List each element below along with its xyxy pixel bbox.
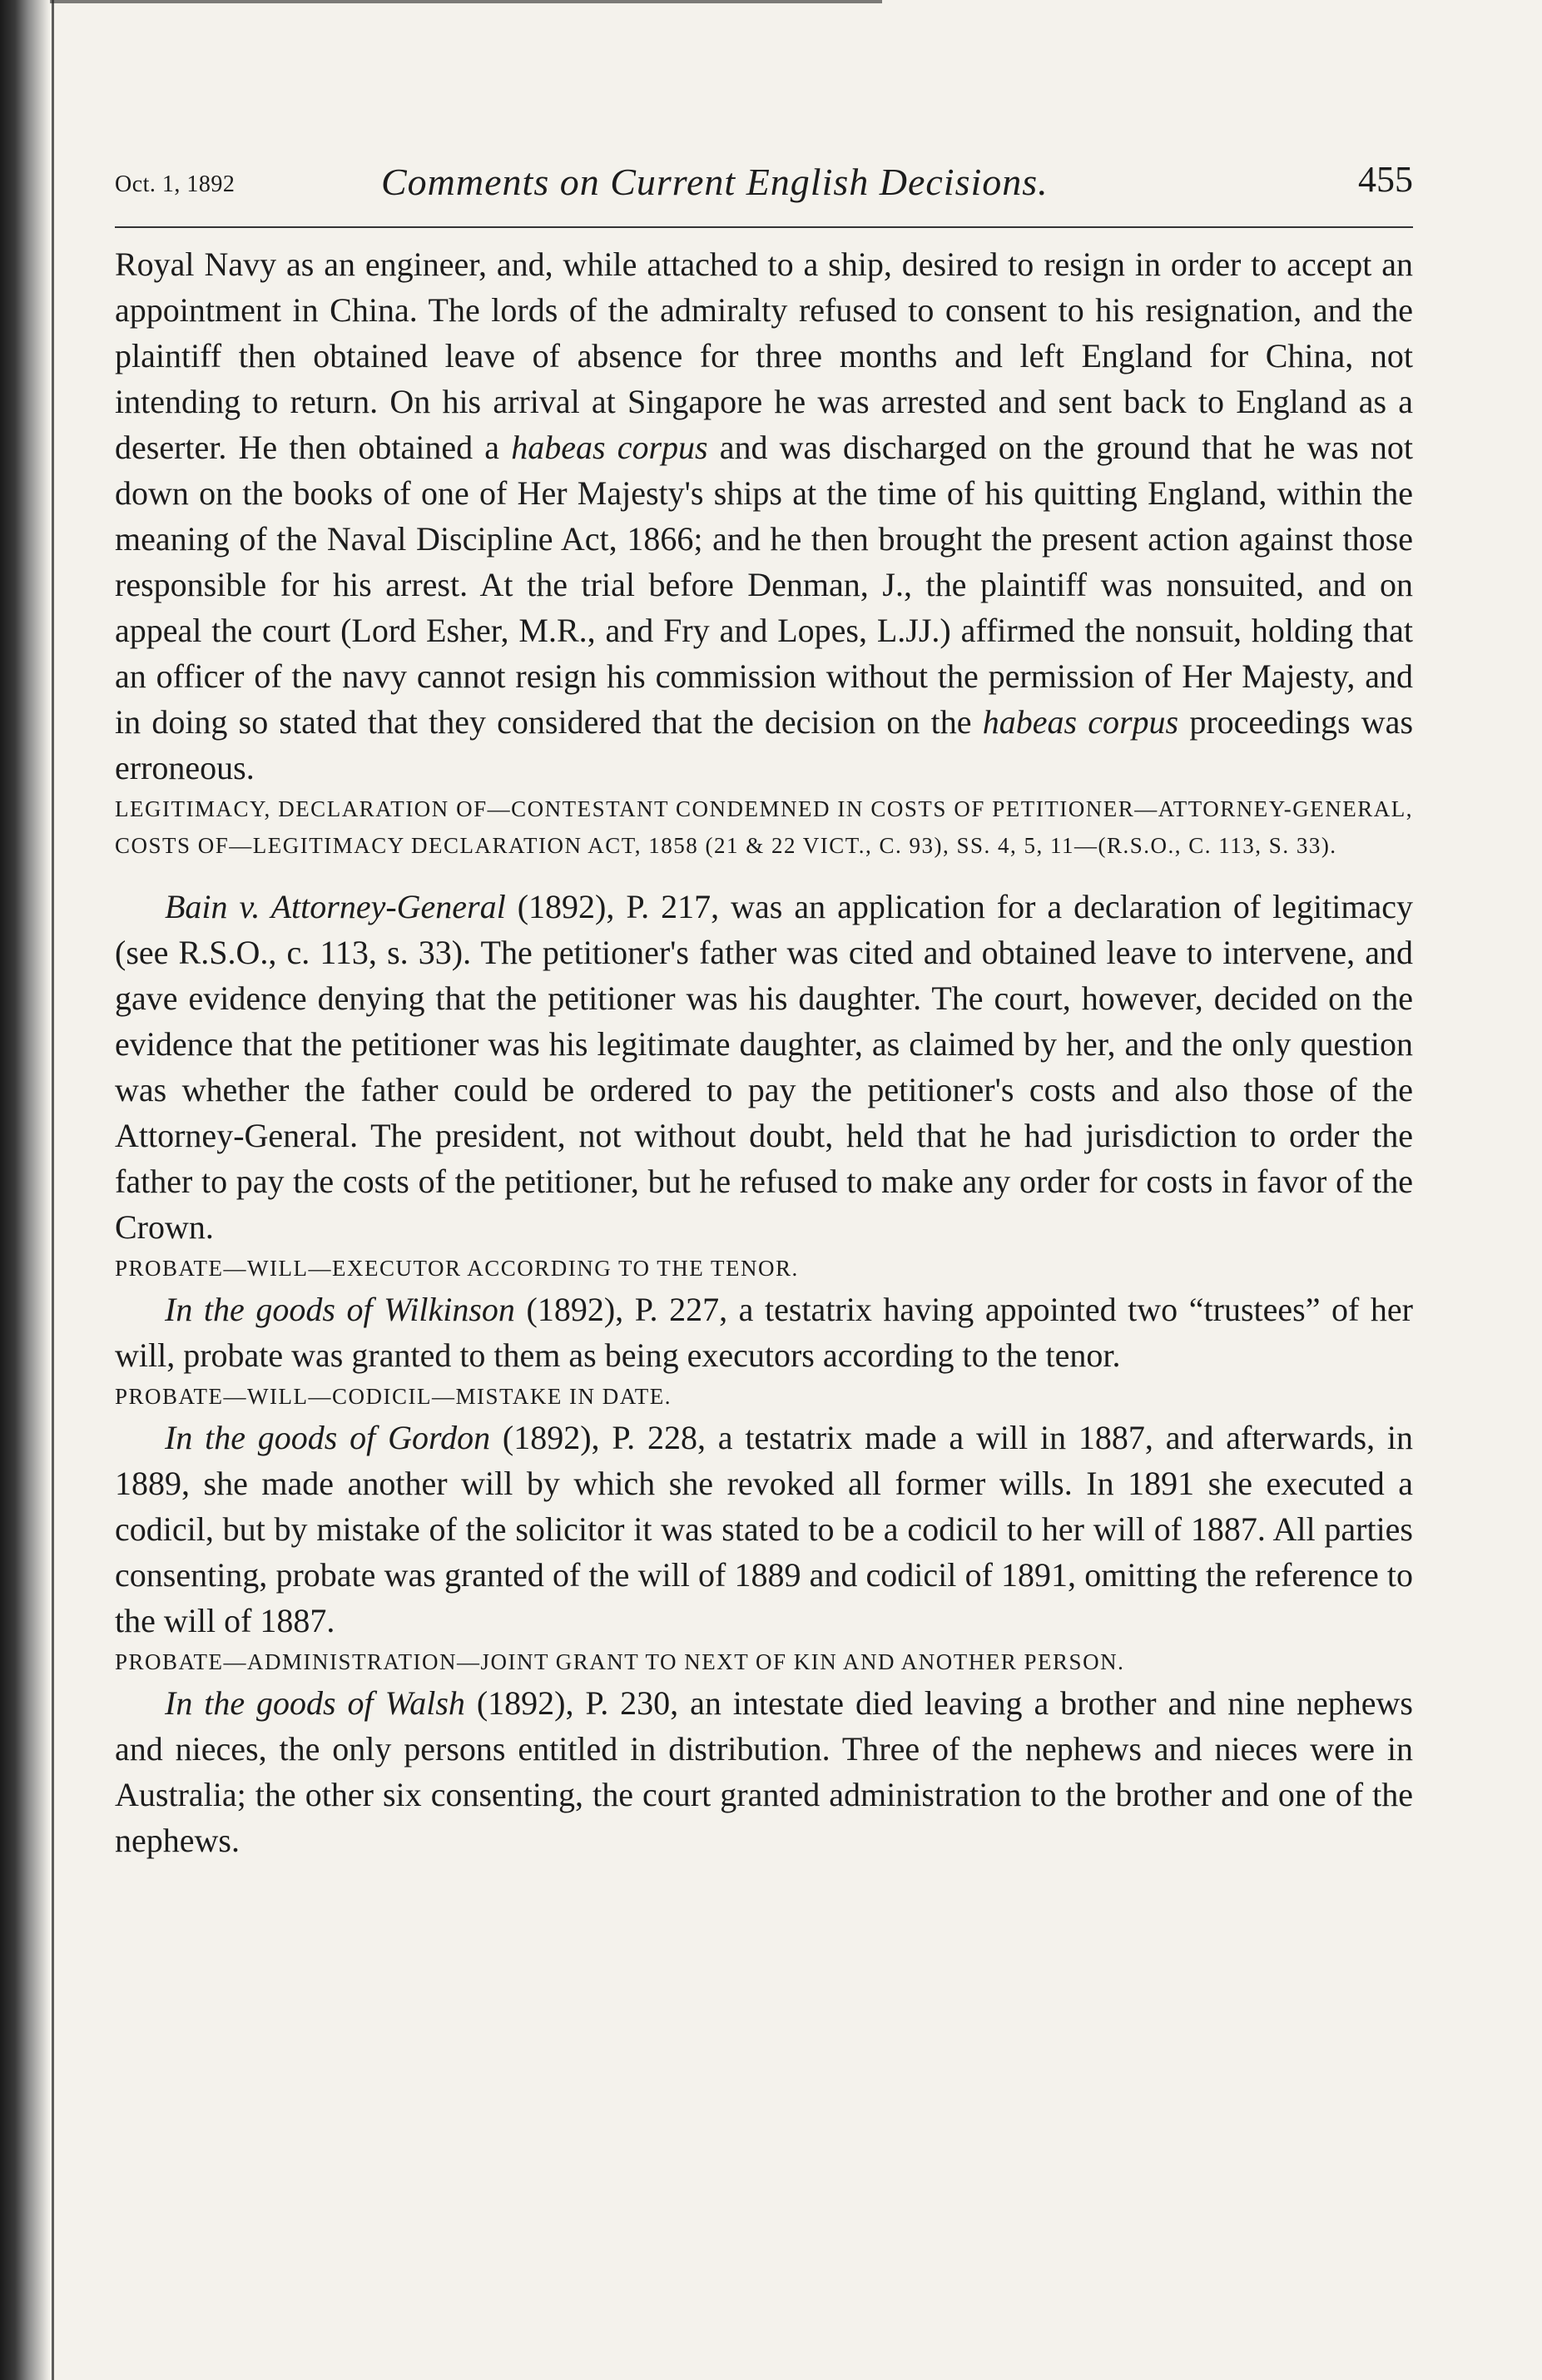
running-head bbox=[115, 150, 1413, 216]
page-content bbox=[115, 241, 1413, 1863]
paragraph-text: and was discharged on the ground that he was not down on the books of one of Her Majesty's ships at the time of his quitting England, within the meaning of the Naval Discipline Act, 1866; and he then brought the present action against those responsible for his arrest. At the trial before Denman, J., the plaintiff was nonsuited, and on appeal the court (Lord Esher, M.R., and Fry and Lopes, L.JJ.) affirmed the nonsuit, holding that an officer of the navy cannot resign his commission without the permission of Her Majesty, and in doing so stated that they considered that the decision on the bbox=[115, 429, 1413, 741]
case-name: In the goods of Wilkinson bbox=[165, 1291, 515, 1328]
italic-term: habeas corpus bbox=[511, 429, 708, 466]
paragraph-text: Royal Navy as an engineer, and, while attached to a ship, desired to resign in order to accept an appointment in China. The lords of the admiralty refused to consent to his resignation, and the plaintiff then obtained leave of absence for three months and left England for China, not intending to return. On his arrival at Singapore he was arrested and sent back to England as a deserter. He then obtained a bbox=[115, 245, 1413, 466]
section-heading-administration: PROBATE—ADMINISTRATION—JOINT GRANT TO NEXT OF KIN AND ANOTHER PERSON. bbox=[115, 1649, 1125, 1674]
paragraph-text: (1892), P. 217, was an application for a declaration of legitimacy (see R.S.O., c. 113, s. 33). The petitioner's father was cited and obtained leave to intervene, and gave evidence denying that the petitioner was his daughter. The court, however, decided on the evidence that the petitioner was his legitimate daughter, as claimed by her, and the only question was whether the father could be ordered to pay the petitioner's costs and also those of the Attorney-General. The president, not without doubt, held that he had jurisdiction to order the father to pay the costs of the petitioner, but he refused to make any order for costs in favor of the Crown. bbox=[115, 888, 1413, 1246]
running-head-title: Comments on Current English Decisions. bbox=[381, 161, 1049, 203]
section-heading-codicil: PROBATE—WILL—CODICIL—MISTAKE IN DATE. bbox=[115, 1384, 672, 1409]
italic-term: habeas corpus bbox=[982, 703, 1179, 741]
case-name: In the goods of Walsh bbox=[165, 1684, 465, 1722]
paragraph-legitimacy bbox=[115, 884, 1413, 1250]
page-number: 455 bbox=[1358, 159, 1413, 200]
section-heading-executor: PROBATE—WILL—EXECUTOR ACCORDING TO THE TENOR. bbox=[115, 1256, 799, 1281]
paragraph-executor bbox=[115, 1287, 1413, 1378]
paragraph-text: proceedings was erroneous. bbox=[115, 703, 1414, 786]
paragraph-continued bbox=[115, 241, 1413, 791]
binding-gutter-line bbox=[52, 0, 54, 2380]
page-top-edge bbox=[50, 0, 882, 3]
paragraph-text: (1892), P. 227, a testatrix having appointed two “trustees” of her will, probate was granted to them as being executors according to the tenor. bbox=[115, 1291, 1413, 1374]
case-name: In the goods of Gordon bbox=[165, 1419, 491, 1456]
case-name: Bain v. Attorney-General bbox=[165, 888, 506, 925]
document-page bbox=[115, 150, 1414, 1859]
header-rule bbox=[115, 226, 1413, 228]
section-heading-legitimacy: LEGITIMACY, DECLARATION OF—CONTESTANT CONDEMNED IN COSTS OF PETITIONER—ATTORNEY-GENERAL, COSTS OF—LEGITIMACY DECLARATION ACT, 1858 (21 & 22 VICT., C. 93), SS. 4, 5, 11—(R.S.O., C. 113, S. 33). bbox=[115, 796, 1413, 858]
book-binding-shadow bbox=[0, 0, 50, 2380]
paragraph-text: (1892), P. 230, an intestate died leaving a brother and nine nephews and nieces, the only persons entitled in distribution. Three of the nephews and nieces were in Australia; the other six consenting, the court granted administration to the brother and one of the nephews. bbox=[115, 1684, 1413, 1859]
paragraph-text: (1892), P. 228, a testatrix made a will in 1887, and afterwards, in 1889, she made another will by which she revoked all former wills. In 1891 she executed a codicil, but by mistake of the solicitor it was stated to be a codicil to her will of 1887. All parties consenting, probate was granted of the will of 1889 and codicil of 1891, omitting the reference to the will of 1887. bbox=[115, 1419, 1413, 1639]
paragraph-codicil bbox=[115, 1415, 1413, 1644]
running-head-date: Oct. 1, 1892 bbox=[115, 171, 236, 197]
paragraph-administration bbox=[115, 1680, 1413, 1863]
